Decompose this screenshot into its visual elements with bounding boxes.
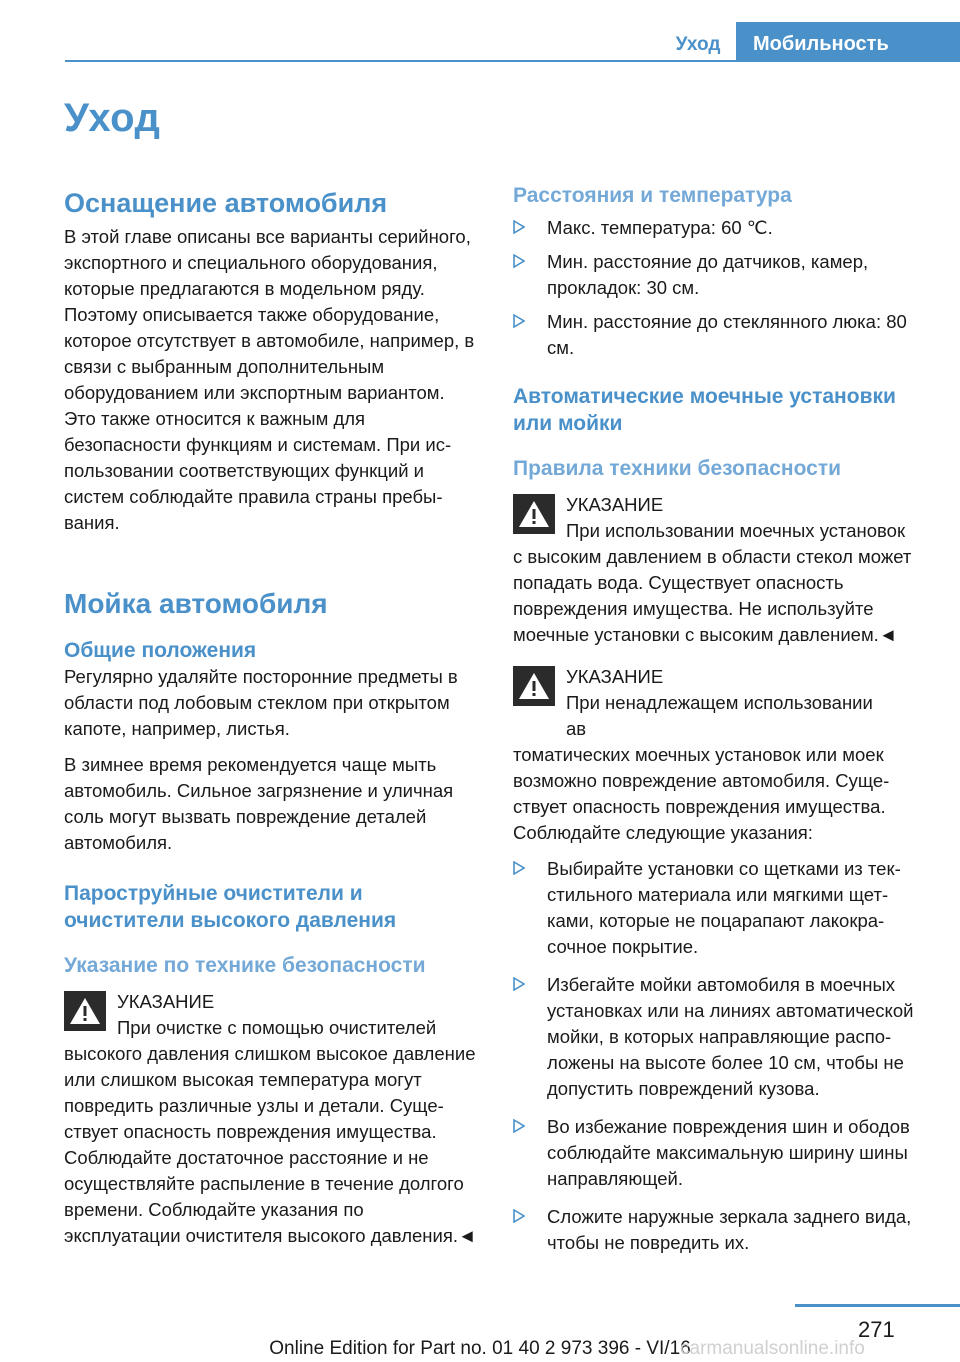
list-item: Избегайте мойки автомобиля в моечных установках или на линиях автоматической мойки, в которых направляющие расположены на высоте более 10 см, чтобы не допустить повреждений кузова. — [513, 972, 928, 1102]
warning-box — [513, 492, 928, 648]
triangle-bullet-icon — [513, 1119, 525, 1133]
right-column — [513, 182, 928, 1256]
triangle-bullet-icon — [513, 314, 525, 328]
triangle-bullet-icon — [513, 977, 525, 991]
warning-icon — [513, 666, 555, 706]
warning-icon — [513, 494, 555, 534]
list-item: Сложите наружные зеркала заднего вида, чтобы не повредить их. — [513, 1204, 928, 1256]
warning-icon — [64, 991, 106, 1031]
distances-title: Расстояния и температура — [513, 184, 792, 207]
pressure-washers-title: Пароструйные очистители и очистители высокого давления — [64, 882, 397, 932]
section-equipment-title: Оснащение автомобиля — [64, 188, 388, 218]
warning-box — [513, 664, 928, 846]
list-item: Во избежание повреждения шин и ободов соблюдайте максимальную ширину шины направляющей. — [513, 1114, 928, 1192]
page-number: 271 — [858, 1317, 895, 1342]
triangle-bullet-icon — [513, 254, 525, 268]
section-equipment-text: В этой главе описаны все варианты серийного, экспортного и специального оборудования, которые предлагаются в модельном ряду. Поэтому описывается также оборудование, которое отсутствует в автомобиле, например, в связи с выбранным дополнительным оборудованием или экспортным вариантом. Это также относится к важным для безопасности функциям и системам. При использовании соответствующих функций и систем соблюдайте правила страны пребывания. — [64, 226, 475, 533]
warning-label: УКАЗАНИЕ — [566, 666, 664, 687]
list-item: Выбирайте установки со щетками из текстильного материала или мягкими щетками, которые не поцарапают лакокрасочное покрытие. — [513, 856, 928, 960]
safety-note-title: Указание по технике безопасности — [64, 954, 426, 977]
section-washing-title: Мойка автомобиля — [64, 588, 328, 619]
warning-box — [64, 989, 480, 1249]
carwash-rules-list — [513, 856, 928, 1256]
warning-lead: При очистке с помощью очистителей — [117, 1017, 437, 1038]
triangle-bullet-icon — [513, 1209, 525, 1223]
warning-label: УКАЗАНИЕ — [117, 991, 215, 1012]
general-provisions-p2: В зимнее время рекомендуется чаще мыть автомобиль. Сильное загрязнение и уличная соль могут вызвать повреждение деталей автомобиля. — [64, 754, 454, 853]
header-rule — [65, 60, 960, 62]
carwash-title: Автоматические моечные установки или мойки — [513, 385, 896, 435]
general-provisions-p1: Регулярно удаляйте посторонние предметы в области под лобовым стеклом при открытом капоте, например, листья. — [64, 666, 458, 739]
warning-label: УКАЗАНИЕ — [566, 494, 664, 515]
distances-list — [513, 215, 928, 361]
page-title: Уход — [64, 96, 161, 140]
triangle-bullet-icon — [513, 220, 525, 234]
header-tab-care[interactable]: Уход — [675, 34, 721, 55]
warning-text: высокого давления слишком высокое давление или слишком высокая температура могут повредить различные узлы и детали. Существует опасность повреждения имущества. Соблюдайте достаточное расстояние и не осуществляйте распыление в течение долгого времени. Соблюдайте указания по эксплуатации очистителя высокого давления.◄ — [64, 1043, 477, 1246]
general-provisions-title: Общие положения — [64, 639, 257, 662]
warning-lead: При использовании моечных установок — [566, 520, 906, 541]
footer-rule — [795, 1304, 960, 1307]
warning-text: с высоким давлением в области стекол может попадать вода. Существует опасность повреждения имущества. Не используйте моечные установки с высоким давлением.◄ — [513, 546, 912, 645]
carwash-safety-title: Правила техники безопасности — [513, 457, 842, 480]
warning-text: томатических моечных установок или моек возможно повреждение автомобиля. Существует опасность повреждения имущества. Соблюдайте следующие указания: — [513, 744, 890, 843]
footer-watermark: carmanualsonline.info — [680, 1338, 865, 1359]
warning-lead: При ненадлежащем использовании ав — [566, 692, 873, 739]
header-tab-mobility[interactable]: Мобильность — [736, 22, 960, 62]
list-item: Мин. расстояние до датчиков, камер, прокладок: 30 см. — [513, 249, 928, 301]
triangle-bullet-icon — [513, 861, 525, 875]
footer-edition: Online Edition for Part no. 01 40 2 973 396 - VI/16 — [269, 1338, 691, 1359]
left-column — [64, 182, 480, 1249]
list-item: Мин. расстояние до стеклянного люка: 80 см. — [513, 309, 928, 361]
list-item: Макс. температура: 60 ℃. — [513, 215, 928, 241]
